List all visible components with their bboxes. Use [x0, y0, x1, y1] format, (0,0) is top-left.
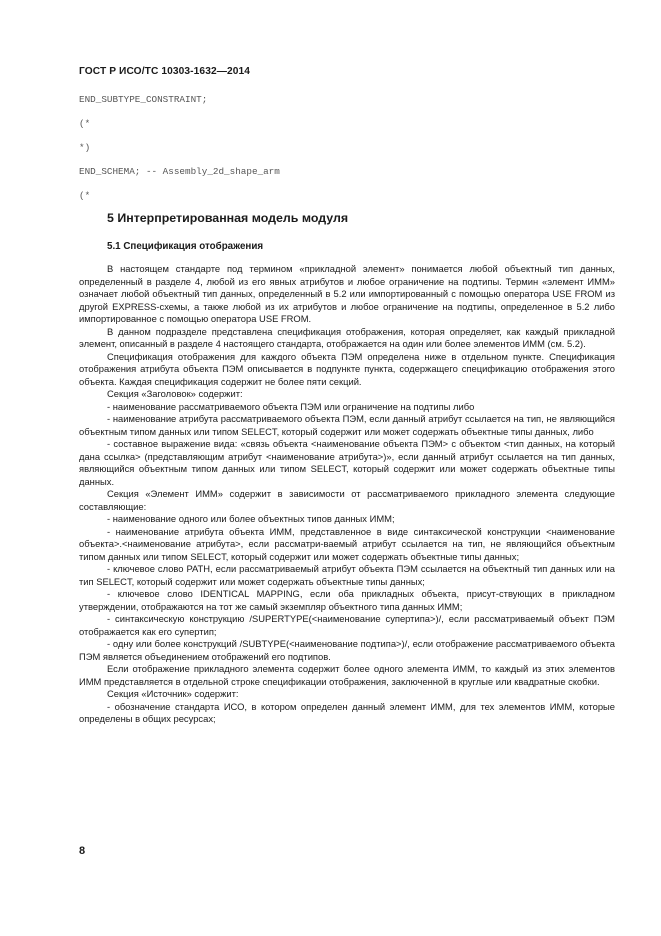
code-line: (*	[79, 190, 91, 201]
subsection-title: 5.1 Спецификация отображения	[107, 241, 264, 252]
list-item: - наименование одного или более объектных типов данных ИММ;	[107, 513, 395, 524]
list-item: - наименование атрибута объекта ИММ, представленное в виде синтаксической конструкции <наименование объекта>.<наименование атрибута>, если рассматри-ваемый атрибут ссылается на тип, не являющийся объектным типом данных или типом SELECT, который содержит или может содержать объектные типы данных;	[79, 525, 615, 562]
paragraph: Если отображение прикладного элемента содержит более одного элемента ИММ, то каждый из этих элементов ИММ представляется в отдельной строке спецификации отображения, заключенной в круглые или квадратные скобки.	[79, 663, 615, 687]
list-item: - ключевое слово IDENTICAL MAPPING, если оба прикладных объекта, присут-ствующих в прикладном утверждении, отображаются на тот же самый экземпляр объектного типа данных ИММ;	[79, 588, 615, 612]
document-header: ГОСТ Р ИСО/ТС 10303-1632—2014	[79, 66, 251, 77]
code-line: *)	[79, 142, 91, 153]
section-title: 5 Интерпретированная модель модуля	[107, 211, 349, 225]
paragraph: В настоящем стандарте под термином «прикладной элемент» понимается любой объектный тип данных, определенный в разделе 4, любой из его явных атрибутов и любое ограничение на подтипы. Термин «элемент ИММ» означает любой объектный тип данных, определенный в 5.2 или импортированный с помощью оператора USE FROM из другой EXPRESS-схемы, а также любой из их атрибутов и любое ограничение на подтипы, определенное в 5.2 либо импортированное с помощью оператора USE FROM.	[79, 263, 615, 324]
list-item: - обозначение стандарта ИСО, в котором определен данный элемент ИММ, для тех элементов ИММ, которые определены в общих ресурсах;	[79, 700, 615, 724]
list-item: - синтаксическую конструкцию /SUPERTYPE(<наименование супертипа>)/, если рассматриваемый объект ПЭМ отображается как его супертип;	[79, 613, 615, 637]
page-number: 8	[79, 845, 86, 857]
list-item: - наименование атрибута рассматриваемого объекта ПЭМ, если данный атрибут ссылается на тип, не являющийся объектным типом данных или типом SELECT, который содержит или может содержать объектные типы данных, либо	[79, 413, 615, 437]
paragraph: Секция «Заголовок» содержит:	[107, 388, 243, 399]
paragraph: Спецификация отображения для каждого объекта ПЭМ определена ниже в отдельном пункте. Спецификация отображения атрибута объекта ПЭМ описывается в подпункте пункта, содержащего спецификацию отображения этого объекта. Каждая спецификация содержит не более пяти секций.	[79, 350, 615, 387]
paragraph: Секция «Источник» содержит:	[107, 688, 239, 699]
code-line: END_SCHEMA; -- Assembly_2d_shape_arm	[79, 166, 280, 177]
body-text	[79, 263, 615, 726]
paragraph: Секция «Элемент ИММ» содержит в зависимости от рассматриваемого прикладного элемента следующие составляющие:	[79, 488, 615, 512]
list-item: - составное выражение вида: «связь объекта <наименование объекта ПЭМ> с объектом <тип данных, на который дана ссылка> (представляющим атрибут <наименование атрибута>)», если данный атрибут ссылается на тип данных, являющийся объектным типом данных или типом SELECT, который содержит или может содержать объектные типы данных.	[79, 438, 615, 487]
list-item: - наименование рассматриваемого объекта ПЭМ или ограничение на подтипы либо	[107, 400, 475, 412]
code-line: END_SUBTYPE_CONSTRAINT;	[79, 94, 208, 105]
paragraph: В данном подразделе представлена спецификация отображения, которая определяет, как каждый прикладной элемент, описанный в разделе 4 настоящего стандарта, отображается на один или более элементов ИММ (см. 5.2).	[79, 325, 615, 349]
list-item: - ключевое слово PATH, если рассматриваемый атрибут объекта ПЭМ ссылается на объектный тип данных или на тип SELECT, который содержит или может содержать объектные типы данных;	[79, 563, 615, 587]
code-line: (*	[79, 118, 91, 129]
list-item: - одну или более конструкций /SUBTYPE(<наименование подтипа>)/, если отображение рассматриваемого объекта ПЭМ является объединением отображений его подтипов.	[79, 638, 615, 662]
